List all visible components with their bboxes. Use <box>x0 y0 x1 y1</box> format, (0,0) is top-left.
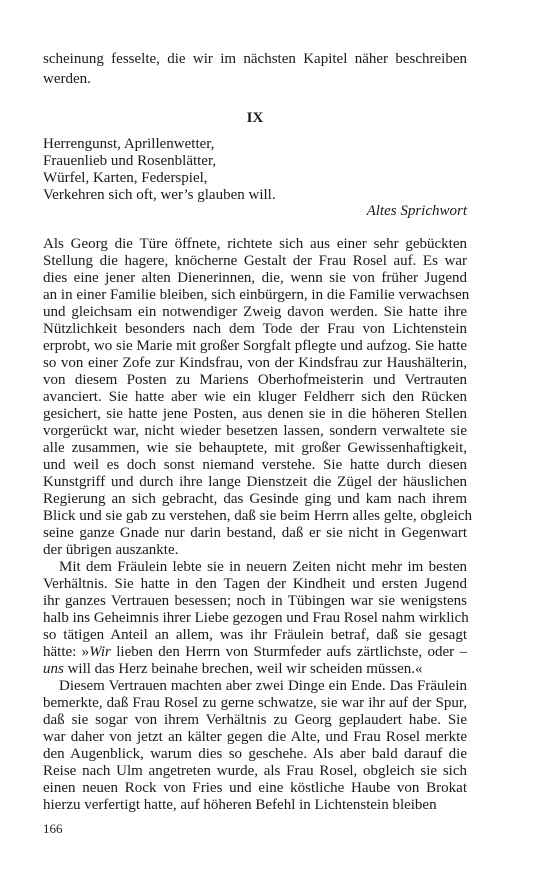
epigraph-attribution: Altes Sprichwort <box>366 203 467 219</box>
chapter-heading: IX <box>246 110 264 126</box>
text-line <box>43 644 467 661</box>
epigraph-line: Herrengunst, Aprillenwetter, <box>43 136 215 152</box>
text-line: scheinung fesselte, die wir im nächsten Kapitel näher beschreiben <box>43 51 467 67</box>
text-line: daß sie sogar von ihrem Verhältnis zu Georg geplaudert habe. Sie <box>43 712 467 728</box>
page-number: 166 <box>43 821 63 836</box>
text-line: Als Georg die Türe öffnete, richtete sich aus einer sehr gebückten <box>43 236 467 252</box>
text-line: Kunstgriff und durch ihre lange Dienstzeit die Zügel der häuslichen <box>43 474 467 490</box>
text-line: den Augenblick, warum dies so geschehe. Als aber bald darauf die <box>43 746 467 762</box>
text-line: einen neuen Rock von Fries und eine köstliche Haube von Brokat <box>43 780 467 796</box>
text-line: so tätigen Anteil an allem, was ihr Fräulein betraf, daß sie gesagt <box>43 627 467 643</box>
text-line: hierzu verfertigt hatte, auf höheren Befehl in Lichtenstein bleiben <box>43 797 437 813</box>
text-span: lieben den Herrn von Sturmfeder aufs zärtlichste, oder – <box>110 644 467 660</box>
epigraph-line: Würfel, Karten, Federspiel, <box>43 170 208 186</box>
text-line: vorgerückt war, nicht wieder besetzen lassen, sondern verwaltete sie <box>43 423 467 439</box>
text-line <box>43 661 467 678</box>
text-line: und weil es doch sonst niemand verstehe. Sie hatte durch diesen <box>43 457 467 473</box>
text-line: bemerkte, daß Frau Rosel zu gerne schwatze, sie war ihr auf der Spur, <box>43 695 467 711</box>
text-line: von diesem Posten zu Mariens Oberhofmeisterin und Vertrauten <box>43 372 467 388</box>
emphasis-text: Wir <box>89 644 111 660</box>
text-line: Diesem Vertrauen machten aber zwei Dinge ein Ende. Das Fräulein <box>59 678 467 694</box>
text-line: halb ins Geheimnis ihrer Liebe gezogen und Frau Rosel nahm wirklich <box>43 610 469 626</box>
text-line: so von einer Zofe zur Kindsfrau, von der Kindsfrau zur Haushälterin, <box>43 355 467 371</box>
epigraph-line: Frauenlieb und Rosenblätter, <box>43 153 217 169</box>
text-line: seine ganze Gnade nur darin bestand, daß er sie nicht in Gegenwart <box>43 525 467 541</box>
text-line: und gleichsam ein notwendiger Zweig davon werden. Sie hatte ihre <box>43 304 467 320</box>
text-line: werden. <box>43 71 91 87</box>
text-line: Reise nach Ulm angetreten wurde, als Frau Rosel, obgleich sie sich <box>43 763 467 779</box>
text-line: dies eine jener alten Dienerinnen, die, wenn sie von früher Jugend <box>43 270 467 286</box>
text-line: an in einer Familie bleiben, sich einbürgern, in die Familie verwachsen <box>43 287 470 303</box>
text-line: gesichert, sie hatte jene Posten, aus denen sie in die höheren Stellen <box>43 406 467 422</box>
text-line: Mit dem Fräulein lebte sie in neuern Zeiten nicht mehr im besten <box>59 559 467 575</box>
text-line: Stellung die hagere, knöcherne Gestalt der Frau Rosel auf. Es war <box>43 253 467 269</box>
text-line: avanciert. Sie hatte aber wie ein kluger Feldherr sich den Rücken <box>43 389 467 405</box>
text-line: der übrigen auszankte. <box>43 542 179 558</box>
text-line: Nützlichkeit besonders nach dem Tode der Frau von Lichtenstein <box>43 321 467 337</box>
text-span: will das Herz beinahe brechen, weil wir scheiden müssen.« <box>63 661 423 677</box>
text-line: ihr ganzes Vertrauen besessen; noch in Tübingen war sie wenigstens <box>43 593 467 609</box>
text-line: Blick und sie gab zu verstehen, daß sie beim Herrn alles gelte, obgleich <box>43 508 473 524</box>
text-line: war daher von jetzt an kälter gegen die Alte, und Frau Rosel merkte <box>43 729 467 745</box>
text-line: erprobt, wo sie Marie mit großer Sorgfalt pflegte und aufzog. Sie hatte <box>43 338 467 354</box>
text-span: hätte: » <box>43 644 90 660</box>
emphasis-text: uns <box>43 661 64 677</box>
text-line: Verhältnis. Sie hatte in den Tagen der Kindheit und ersten Jugend <box>43 576 467 592</box>
epigraph-line: Verkehren sich oft, wer’s glauben will. <box>43 187 276 203</box>
text-line: Regierung an sich gebracht, das Gesinde ging und kam nach ihrem <box>43 491 467 507</box>
text-line: alle zusammen, wie sie behauptete, mit großer Gewissenhaftigkeit, <box>43 440 467 456</box>
